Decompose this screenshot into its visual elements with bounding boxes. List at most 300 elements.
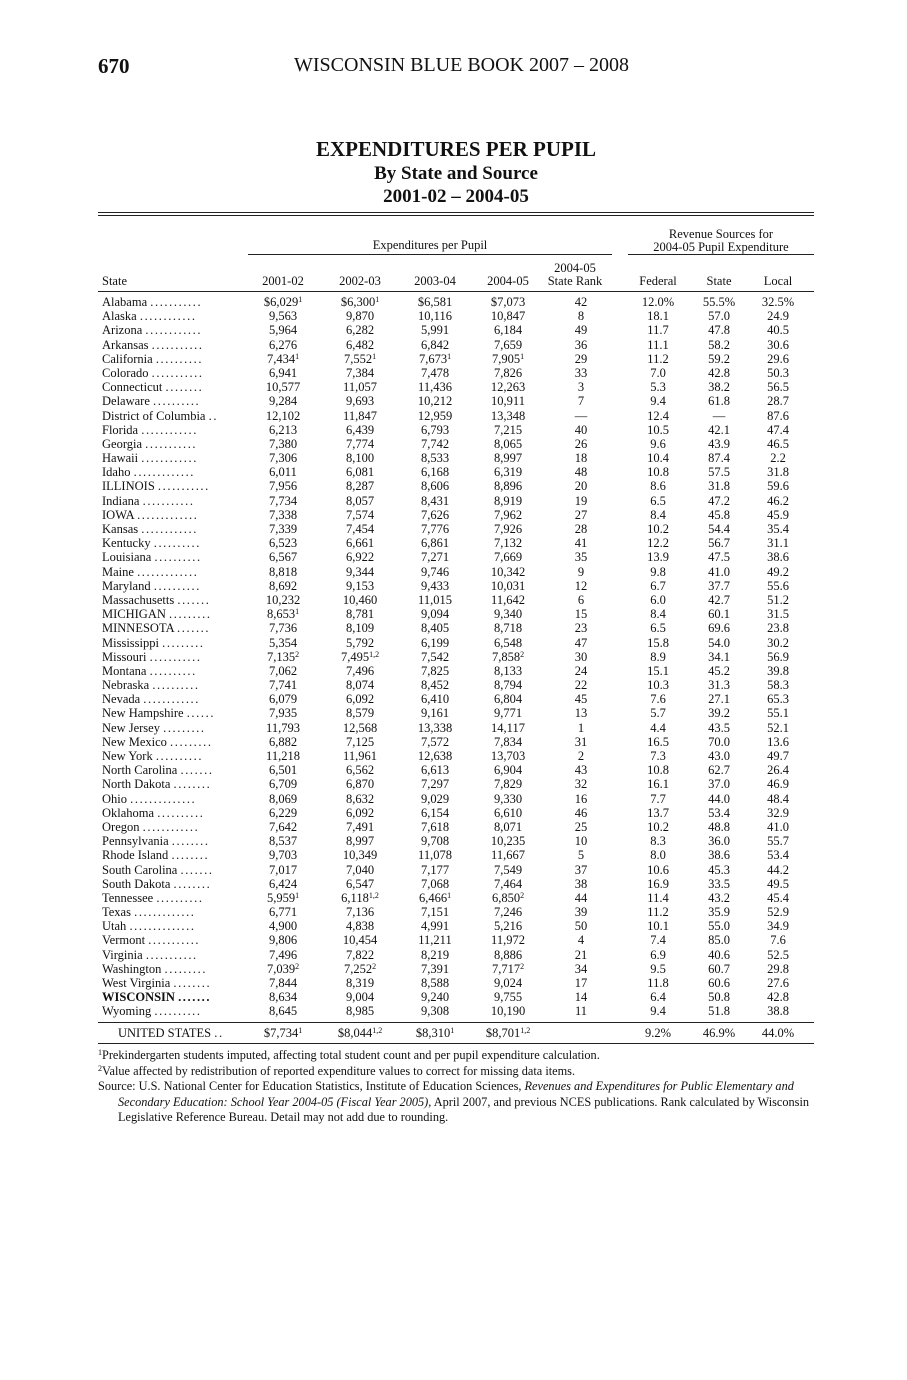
cell-2001-02-value: 6,523 <box>268 536 298 551</box>
cell-2002-03 <box>323 863 397 877</box>
cell-2001-02 <box>246 409 320 423</box>
leader-dots: ........ <box>173 777 212 792</box>
cell-state-share: 47.2 <box>708 493 730 508</box>
col-header-local: Local <box>763 274 793 288</box>
cell-rank: –– <box>574 408 588 423</box>
leader-dots: ........... <box>145 436 198 451</box>
cell-2001-02-value: 7,741 <box>268 678 298 693</box>
cell-rank: 44 <box>574 890 588 905</box>
cell-2001-02-value: 6,771 <box>268 905 298 920</box>
col-header-state: State <box>102 274 127 288</box>
cell-2004-05-value: 7,826 <box>493 365 523 380</box>
cell-2004-05-value: 7,246 <box>493 905 523 920</box>
cell-local: 45.4 <box>767 890 789 905</box>
state-name: Florida <box>102 422 139 437</box>
state-name-cell <box>102 820 243 834</box>
state-name: Louisiana <box>102 550 152 565</box>
cell-2004-05-value: 7,834 <box>493 734 523 749</box>
cell-2002-03 <box>323 550 397 564</box>
state-name: North Carolina <box>102 763 178 778</box>
cell-2002-03-value: 7,125 <box>345 734 375 749</box>
table-row <box>98 806 814 820</box>
cell-state-share: 56.7 <box>708 536 730 551</box>
cell-2004-05-value: 7,464 <box>493 876 523 891</box>
cell-rank: 39 <box>574 905 588 920</box>
cell-2002-03 <box>323 664 397 678</box>
state-name: Maine <box>102 564 134 579</box>
cell-2002-03 <box>323 877 397 891</box>
cell-2003-04-value: 7,542 <box>420 649 450 664</box>
cell-federal: 12.4 <box>647 408 669 423</box>
state-name: Missouri <box>102 649 147 664</box>
cell-2004-05 <box>470 891 546 905</box>
cell-2002-03-value: 4,838 <box>345 919 375 934</box>
cell-federal: 9.5 <box>650 961 666 976</box>
cell-2002-03 <box>323 437 397 451</box>
table-row <box>98 891 814 905</box>
cell-2001-02 <box>246 1026 320 1040</box>
state-name-cell <box>102 607 243 621</box>
cell-rank: 43 <box>574 763 588 778</box>
cell-2004-05-note: 1 <box>520 351 525 361</box>
cell-rank: 31 <box>574 734 588 749</box>
cell-local: 13.6 <box>767 734 789 749</box>
cell-rank: 10 <box>574 834 588 849</box>
state-name: Texas <box>102 905 131 920</box>
cell-state-share: 35.9 <box>708 905 730 920</box>
state-name: Indiana <box>102 493 140 508</box>
cell-2004-05-value: 7,215 <box>493 422 523 437</box>
cell-2004-05 <box>470 451 546 465</box>
cell-2003-04-value: 7,572 <box>420 734 450 749</box>
cell-2001-02 <box>246 792 320 806</box>
cell-2004-05 <box>470 579 546 593</box>
cell-2001-02 <box>246 593 320 607</box>
col-header-2001-02: 2001-02 <box>262 274 304 288</box>
cell-2001-02-value: 5,354 <box>268 635 298 650</box>
cell-rank: 33 <box>574 365 588 380</box>
cell-2001-02-value: 7,339 <box>268 522 298 536</box>
cell-federal: 16.5 <box>647 734 669 749</box>
cell-2001-02-value: 6,229 <box>268 805 298 820</box>
cell-2002-03-value: 8,074 <box>345 678 375 693</box>
table-row <box>98 494 814 508</box>
cell-2002-03-value: 7,252 <box>343 961 373 976</box>
cell-2003-04 <box>398 565 472 579</box>
cell-state-share: 54.0 <box>708 635 730 650</box>
cell-2004-05-note: 2 <box>520 890 525 900</box>
leader-dots: .......... <box>153 578 201 593</box>
cell-2003-04 <box>398 905 472 919</box>
cell-rank: 49 <box>574 323 588 338</box>
cell-2004-05 <box>470 706 546 720</box>
cell-state-share: 50.8 <box>708 990 730 1005</box>
cell-2004-05 <box>470 565 546 579</box>
leader-dots: ......... <box>164 961 208 976</box>
cell-2001-02 <box>246 834 320 848</box>
cell-2003-04-value: 6,842 <box>420 337 450 352</box>
state-name-cell <box>102 636 243 650</box>
source-prefix: Source: U.S. National Center for Education Statistics, Institute of Education Sciences, <box>98 1079 525 1093</box>
cell-state-share: 69.6 <box>708 621 730 636</box>
footnote-1-text: Prekindergarten students imputed, affecting total student count and per pupil expenditure calculation. <box>102 1048 600 1062</box>
cell-2003-04-value: 7,177 <box>420 862 450 877</box>
cell-2003-04-value: 7,151 <box>420 905 450 920</box>
table-row <box>98 352 814 366</box>
cell-2004-05-note: 1,2 <box>520 1026 531 1035</box>
cell-2001-02 <box>246 394 320 408</box>
cell-2002-03 <box>323 479 397 493</box>
cell-rank: 27 <box>574 507 588 522</box>
cell-state-share: 42.1 <box>708 422 730 437</box>
cell-2001-02-value: 6,276 <box>268 337 298 352</box>
cell-state-share: 60.6 <box>708 976 730 990</box>
cell-federal: 10.4 <box>647 451 669 466</box>
cell-2003-04-value: 10,116 <box>418 309 452 324</box>
leader-dots: ........ <box>165 380 204 395</box>
cell-2001-02-note: 1 <box>295 890 300 900</box>
cell-rank: 35 <box>574 550 588 565</box>
cell-local: 40.5 <box>767 323 789 338</box>
state-name: Montana <box>102 663 147 678</box>
cell-local: 50.3 <box>767 365 789 380</box>
cell-2004-05-value: 8,886 <box>493 947 523 962</box>
cell-2001-02 <box>246 465 320 479</box>
leader-dots: ........... <box>150 295 203 309</box>
table-row <box>98 919 814 933</box>
cell-2003-04-value: 11,211 <box>418 933 452 948</box>
state-name-cell <box>102 962 243 976</box>
leader-dots: ............. <box>137 564 199 579</box>
cell-2002-03-note: 1,2 <box>368 890 379 900</box>
cell-2004-05-value: 10,847 <box>490 309 526 324</box>
state-name-cell <box>102 706 243 720</box>
cell-2002-03-value: $8,044 <box>337 1026 373 1040</box>
cell-2003-04-value: 8,431 <box>420 493 450 508</box>
cell-2004-05 <box>470 806 546 820</box>
cell-federal: 5.3 <box>650 380 666 395</box>
leader-dots: ........... <box>145 947 198 962</box>
cell-2002-03-note: 2 <box>372 961 377 971</box>
cell-2004-05-value: 13,348 <box>490 408 526 423</box>
revenue-header-line-2: 2004-05 Pupil Expenditure <box>653 240 789 254</box>
cell-2003-04-value: 8,588 <box>420 976 450 990</box>
cell-2003-04-value: 6,199 <box>420 635 450 650</box>
cell-2001-02-note: 2 <box>295 649 300 659</box>
cell-local: 24.9 <box>767 309 789 324</box>
state-name: New Hampshire <box>102 706 184 721</box>
state-name: New Mexico <box>102 734 167 749</box>
cell-2003-04 <box>398 309 472 323</box>
cell-2003-04 <box>398 877 472 891</box>
cell-2001-02 <box>246 735 320 749</box>
cell-2002-03 <box>323 792 397 806</box>
cell-rank: 16 <box>574 791 588 806</box>
cell-2002-03 <box>323 962 397 976</box>
col-header-rank <box>535 262 615 288</box>
cell-2001-02 <box>246 522 320 536</box>
cell-state-share: 53.4 <box>708 805 730 820</box>
cell-2001-02-note: 1 <box>298 295 303 304</box>
cell-2001-02 <box>246 323 320 337</box>
state-name-cell <box>102 806 243 820</box>
cell-2002-03 <box>323 933 397 947</box>
cell-2002-03-value: 8,057 <box>345 493 375 508</box>
cell-state-share: 54.4 <box>708 522 730 536</box>
cell-2003-04-value: 6,410 <box>420 692 450 707</box>
cell-2001-02 <box>246 352 320 366</box>
cell-local: 49.7 <box>767 749 789 763</box>
table-row <box>98 621 814 635</box>
state-name-cell <box>102 664 243 678</box>
leader-dots: ......... <box>162 635 205 650</box>
cell-2002-03 <box>323 820 397 834</box>
state-name: Alabama <box>102 295 148 309</box>
cell-2002-03-value: 6,547 <box>345 876 375 891</box>
cell-2001-02 <box>246 891 320 905</box>
cell-2003-04 <box>398 735 472 749</box>
cell-2004-05 <box>470 380 546 394</box>
state-name-cell <box>102 877 243 891</box>
cell-2004-05 <box>470 494 546 508</box>
cell-2004-05-value: 8,997 <box>493 451 523 466</box>
cell-2004-05 <box>470 976 546 990</box>
table-row <box>98 508 814 522</box>
cell-2003-04 <box>398 820 472 834</box>
cell-2004-05-value: 6,184 <box>493 323 523 338</box>
cell-2002-03-value: 10,460 <box>342 592 378 607</box>
cell-local: 46.2 <box>767 493 789 508</box>
state-name-cell <box>102 735 243 749</box>
leader-dots: ........... <box>151 365 204 380</box>
cell-2002-03 <box>323 323 397 337</box>
cell-local: 31.1 <box>767 536 789 551</box>
footnotes <box>98 1048 814 1126</box>
cell-2002-03-value: 7,495 <box>340 649 370 664</box>
cell-local: 26.4 <box>767 763 789 778</box>
cell-2004-05-value: 9,771 <box>493 706 523 721</box>
cell-rank: 1 <box>577 720 585 735</box>
cell-2001-02 <box>246 1004 320 1018</box>
cell-2004-05 <box>470 593 546 607</box>
cell-2003-04 <box>398 948 472 962</box>
cell-2003-04-value: 7,068 <box>420 876 450 891</box>
cell-2002-03-note: 1,2 <box>372 1026 383 1035</box>
cell-2003-04 <box>398 863 472 877</box>
cell-2001-02-value: 7,434 <box>266 351 296 366</box>
cell-2001-02-value: 7,642 <box>268 819 298 834</box>
source-title: Revenues and Expenditures for Public Elementary and Secondary Education: School Year 2004-05 (Fiscal Year 2005), <box>118 1079 794 1109</box>
cell-2004-05 <box>470 423 546 437</box>
cell-2002-03 <box>323 834 397 848</box>
cell-2001-02 <box>246 309 320 323</box>
cell-federal: 7.4 <box>650 933 666 948</box>
cell-2004-05-note: 2 <box>520 649 525 659</box>
cell-2003-04-value: 7,673 <box>418 351 448 366</box>
cell-2003-04 <box>398 777 472 791</box>
cell-local: 29.8 <box>767 961 789 976</box>
cell-2002-03-value: 9,004 <box>345 990 375 1005</box>
cell-2003-04 <box>398 1026 472 1040</box>
cell-2004-05 <box>470 465 546 479</box>
cell-rank: 47 <box>574 635 588 650</box>
cell-2003-04-value: 7,742 <box>420 436 450 451</box>
cell-2002-03 <box>323 1026 397 1040</box>
cell-2001-02-value: 10,232 <box>265 592 301 607</box>
cell-2001-02-value: 7,062 <box>268 663 298 678</box>
table-row <box>98 749 814 763</box>
cell-2003-04-value: 11,078 <box>418 848 452 863</box>
cell-federal: 8.0 <box>650 848 666 863</box>
cell-2003-04-value: 6,154 <box>420 805 450 820</box>
cell-local: 28.7 <box>767 394 789 409</box>
cell-2003-04-value: 7,271 <box>420 550 450 565</box>
table-row <box>98 309 814 323</box>
cell-2004-05-value: 6,548 <box>493 635 523 650</box>
footnote-2-mark: 2 <box>98 1063 102 1073</box>
cell-federal: 10.6 <box>647 862 669 877</box>
cell-2001-02 <box>246 990 320 1004</box>
cell-2002-03 <box>323 806 397 820</box>
cell-2001-02 <box>246 863 320 877</box>
state-name: Colorado <box>102 365 149 380</box>
cell-2004-05-value: 11,667 <box>491 848 525 863</box>
cell-state-share: 85.0 <box>708 933 730 948</box>
cell-2004-05 <box>470 948 546 962</box>
cell-state-share: 38.2 <box>708 380 730 395</box>
table-row <box>98 948 814 962</box>
cell-2002-03-value: 7,384 <box>345 365 375 380</box>
cell-federal: 13.7 <box>647 805 669 820</box>
cell-federal: 10.8 <box>647 465 669 480</box>
cell-2004-05-value: 7,669 <box>493 550 523 565</box>
table-row <box>98 664 814 678</box>
table-row <box>98 479 814 493</box>
cell-state-share: 59.2 <box>708 351 730 366</box>
cell-federal: 10.2 <box>647 522 669 536</box>
cell-2004-05 <box>470 962 546 976</box>
table-row <box>98 607 814 621</box>
cell-2002-03-value: 8,109 <box>345 621 375 636</box>
cell-2003-04 <box>398 451 472 465</box>
state-name: MINNESOTA <box>102 621 174 636</box>
cell-2003-04 <box>398 579 472 593</box>
cell-state-share: 60.1 <box>708 607 730 622</box>
cell-2004-05-value: 7,829 <box>493 777 523 792</box>
cell-2004-05 <box>470 479 546 493</box>
cell-2002-03-value: 10,349 <box>342 848 378 863</box>
cell-2002-03-value: 8,100 <box>345 451 375 466</box>
cell-federal: 8.4 <box>650 507 666 522</box>
cell-2002-03 <box>323 848 397 862</box>
cell-2002-03 <box>323 636 397 650</box>
table-row <box>98 721 814 735</box>
table-row <box>98 636 814 650</box>
cell-rank: 48 <box>574 465 588 480</box>
cell-local: 52.1 <box>767 720 789 735</box>
state-name-cell <box>102 650 243 664</box>
table-row <box>98 451 814 465</box>
cell-local: 38.6 <box>767 550 789 565</box>
cell-2003-04 <box>398 409 472 423</box>
cell-2002-03-value: 7,574 <box>345 507 375 522</box>
cell-2002-03 <box>323 905 397 919</box>
cell-local: 42.8 <box>767 990 789 1005</box>
cell-2003-04-value: 8,606 <box>420 479 450 494</box>
cell-state-share: –– <box>712 408 726 423</box>
leader-dots: ....... <box>177 592 211 607</box>
cell-rank: 46 <box>574 805 588 820</box>
cell-2001-02 <box>246 820 320 834</box>
leader-dots: ...... <box>186 706 216 721</box>
cell-2001-02-value: 11,793 <box>266 720 300 735</box>
cell-state-share: 36.0 <box>708 834 730 849</box>
cell-2002-03-value: 8,985 <box>345 1004 375 1019</box>
cell-federal: 8.9 <box>650 649 666 664</box>
cell-2001-02 <box>246 508 320 522</box>
cell-2004-05 <box>470 1026 546 1040</box>
cell-2002-03 <box>323 706 397 720</box>
cell-federal: 16.9 <box>647 876 669 891</box>
cell-federal: 8.4 <box>650 607 666 622</box>
title-line-2: By State and Source <box>374 163 538 184</box>
cell-federal: 11.1 <box>647 337 669 352</box>
cell-2004-05 <box>470 621 546 635</box>
cell-2002-03-value: 6,439 <box>345 422 375 437</box>
table-row <box>98 1004 814 1018</box>
table-row <box>98 650 814 664</box>
state-name: WISCONSIN <box>102 990 175 1005</box>
cell-2004-05 <box>470 763 546 777</box>
cell-rank: 4 <box>577 933 585 948</box>
cell-local: 29.6 <box>767 351 789 366</box>
cell-2003-04 <box>398 593 472 607</box>
state-name: UNITED STATES <box>118 1026 212 1040</box>
cell-2001-02-value: 11,218 <box>266 749 300 763</box>
cell-rank: 21 <box>574 947 588 962</box>
cell-2001-02 <box>246 579 320 593</box>
cell-2003-04-value: 8,452 <box>420 678 450 693</box>
table-row <box>98 593 814 607</box>
cell-local: 65.3 <box>767 692 789 707</box>
cell-2003-04-value: 9,708 <box>420 834 450 849</box>
cell-2002-03 <box>323 380 397 394</box>
cell-2004-05 <box>470 877 546 891</box>
cell-federal: 5.7 <box>650 706 666 721</box>
cell-2002-03-value: 6,092 <box>345 692 375 707</box>
state-name-cell <box>102 905 243 919</box>
cell-2002-03-value: 6,562 <box>345 763 375 778</box>
cell-rank: 50 <box>574 919 588 934</box>
cell-2001-02 <box>246 451 320 465</box>
cell-2004-05-value: 10,235 <box>490 834 526 849</box>
cell-2003-04-value: 9,308 <box>420 1004 450 1019</box>
cell-2001-02-value: 12,102 <box>265 408 301 423</box>
cell-2001-02 <box>246 678 320 692</box>
cell-2003-04-value: 6,793 <box>420 422 450 437</box>
state-name: Georgia <box>102 436 143 451</box>
state-name: Virginia <box>102 947 143 962</box>
cell-state-share: 45.8 <box>708 507 730 522</box>
col-header-2002-03: 2002-03 <box>339 274 381 288</box>
cell-2004-05-value: 7,717 <box>491 961 521 976</box>
cell-2002-03 <box>323 777 397 791</box>
cell-2004-05-note: 2 <box>520 961 525 971</box>
cell-2003-04-value: 9,161 <box>420 706 450 721</box>
cell-rank: 6 <box>577 592 585 607</box>
state-name-cell <box>102 891 243 905</box>
leader-dots: .. <box>214 1026 224 1040</box>
